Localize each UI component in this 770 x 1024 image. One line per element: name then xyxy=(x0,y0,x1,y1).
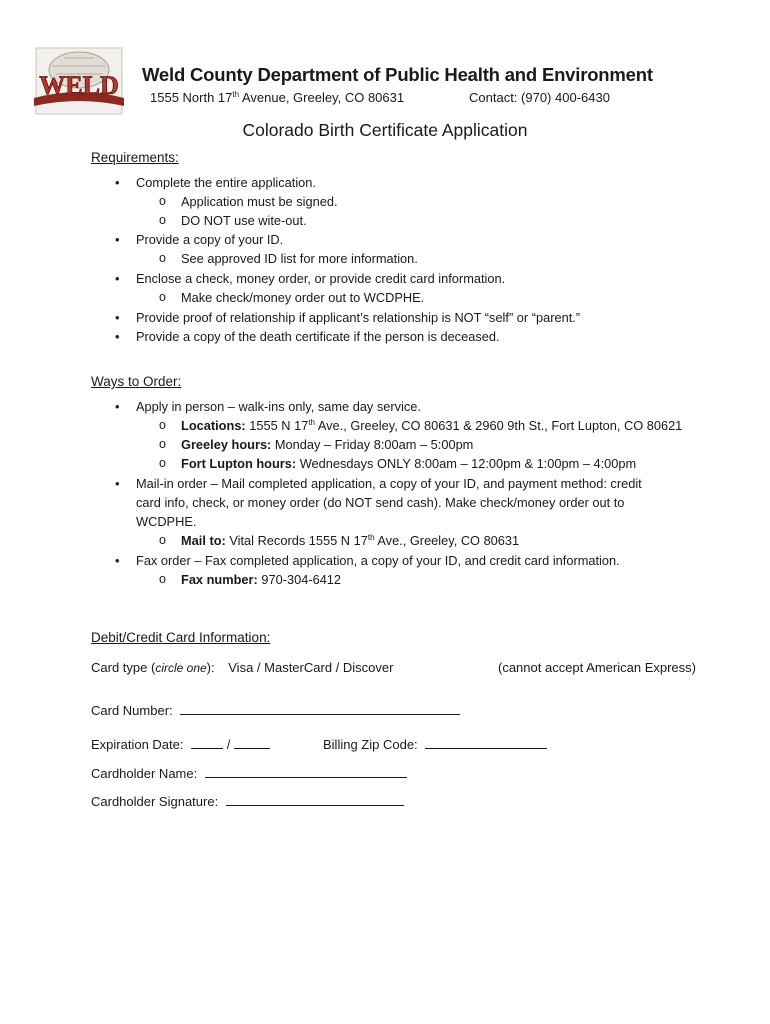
sub-bullet: o xyxy=(159,437,166,451)
card-type-options[interactable]: Visa / MasterCard / Discover xyxy=(228,660,394,675)
card-number-row xyxy=(91,702,460,718)
order-locations: Locations: 1555 N 17th Ave., Greeley, CO 80631 & 2960 9th St., Fort Lupton, CO 80621 xyxy=(181,418,683,433)
expiration-year-field[interactable] xyxy=(234,736,270,749)
sub-bullet: o xyxy=(159,251,166,265)
expiration-separator: / xyxy=(226,737,231,752)
requirement-item: Provide a copy of the death certificate if the person is deceased. xyxy=(136,329,500,344)
bullet: • xyxy=(115,553,120,568)
order-in-person: Apply in person – walk-ins only, same day service. xyxy=(136,399,421,414)
organization-contact: Contact: (970) 400-6430 xyxy=(469,90,610,105)
sub-bullet: o xyxy=(159,418,166,432)
order-fax: Fax order – Fax completed application, a copy of your ID, and credit card information. xyxy=(136,553,620,568)
requirement-item: Complete the entire application. xyxy=(136,175,316,190)
cardholder-name-row xyxy=(91,765,407,781)
order-mail-line-3: WCDPHE. xyxy=(136,514,197,529)
order-fax-number: Fax number: 970-304-6412 xyxy=(181,572,342,587)
requirement-subitem: DO NOT use wite-out. xyxy=(181,213,307,228)
card-info-heading: Debit/Credit Card Information: xyxy=(91,630,271,645)
organization-name: Weld County Department of Public Health and Environment xyxy=(142,64,653,85)
requirements-heading: Requirements: xyxy=(91,150,179,165)
logo-text: WELD xyxy=(39,71,119,100)
expiration-label: Expiration Date: xyxy=(91,737,184,752)
requirement-item: Provide proof of relationship if applicant’s relationship is NOT “self” or “parent.” xyxy=(136,310,581,325)
billing-zip-row xyxy=(323,736,547,752)
page-title: Colorado Birth Certificate Application xyxy=(242,120,528,140)
bullet: • xyxy=(115,271,120,286)
billing-zip-label: Billing Zip Code: xyxy=(323,737,418,752)
cardholder-signature-row xyxy=(91,793,404,809)
sub-bullet: o xyxy=(159,533,166,547)
organization-address: 1555 North 17th Avenue, Greeley, CO 80631 xyxy=(150,90,405,105)
card-type-note: (cannot accept American Express) xyxy=(498,660,696,675)
cardholder-signature-label: Cardholder Signature: xyxy=(91,794,219,809)
order-mail-to: Mail to: Vital Records 1555 N 17th Ave., Greeley, CO 80631 xyxy=(181,533,520,548)
bullet: • xyxy=(115,175,120,190)
order-mail-line-2: card info, check, or money order (do NOT send cash). Make check/money order out to xyxy=(136,495,625,510)
order-greeley-hours: Greeley hours: Monday – Friday 8:00am – 5:00pm xyxy=(181,437,474,452)
card-number-label: Card Number: xyxy=(91,703,173,718)
sub-bullet: o xyxy=(159,572,166,586)
card-number-field[interactable] xyxy=(180,702,460,715)
cardholder-name-field[interactable] xyxy=(205,765,407,778)
sub-bullet: o xyxy=(159,290,166,304)
cardholder-signature-field[interactable] xyxy=(226,793,404,806)
bullet: • xyxy=(115,310,120,325)
requirement-subitem: Make check/money order out to WCDPHE. xyxy=(181,290,425,305)
ways-to-order-heading: Ways to Order: xyxy=(91,374,182,389)
card-type-row: Card type (circle one): Visa / MasterCard / Discover xyxy=(91,660,394,675)
sub-bullet: o xyxy=(159,213,166,227)
bullet: • xyxy=(115,329,120,344)
cardholder-name-label: Cardholder Name: xyxy=(91,766,198,781)
order-fort-lupton-hours: Fort Lupton hours: Wednesdays ONLY 8:00am – 12:00pm & 1:00pm – 4:00pm xyxy=(181,456,637,471)
expiration-month-field[interactable] xyxy=(191,736,223,749)
bullet: • xyxy=(115,399,120,414)
expiration-row xyxy=(91,736,270,752)
requirement-item: Provide a copy of your ID. xyxy=(136,232,284,247)
order-mail-line-1: Mail-in order – Mail completed application, a copy of your ID, and payment method: credit xyxy=(136,476,642,491)
requirement-item: Enclose a check, money order, or provide credit card information. xyxy=(136,271,506,286)
bullet: • xyxy=(115,232,120,247)
requirement-subitem: Application must be signed. xyxy=(181,194,338,209)
sub-bullet: o xyxy=(159,456,166,470)
weld-county-logo xyxy=(30,46,128,116)
billing-zip-field[interactable] xyxy=(425,736,547,749)
requirement-subitem: See approved ID list for more information. xyxy=(181,251,418,266)
bullet: • xyxy=(115,476,120,491)
sub-bullet: o xyxy=(159,194,166,208)
